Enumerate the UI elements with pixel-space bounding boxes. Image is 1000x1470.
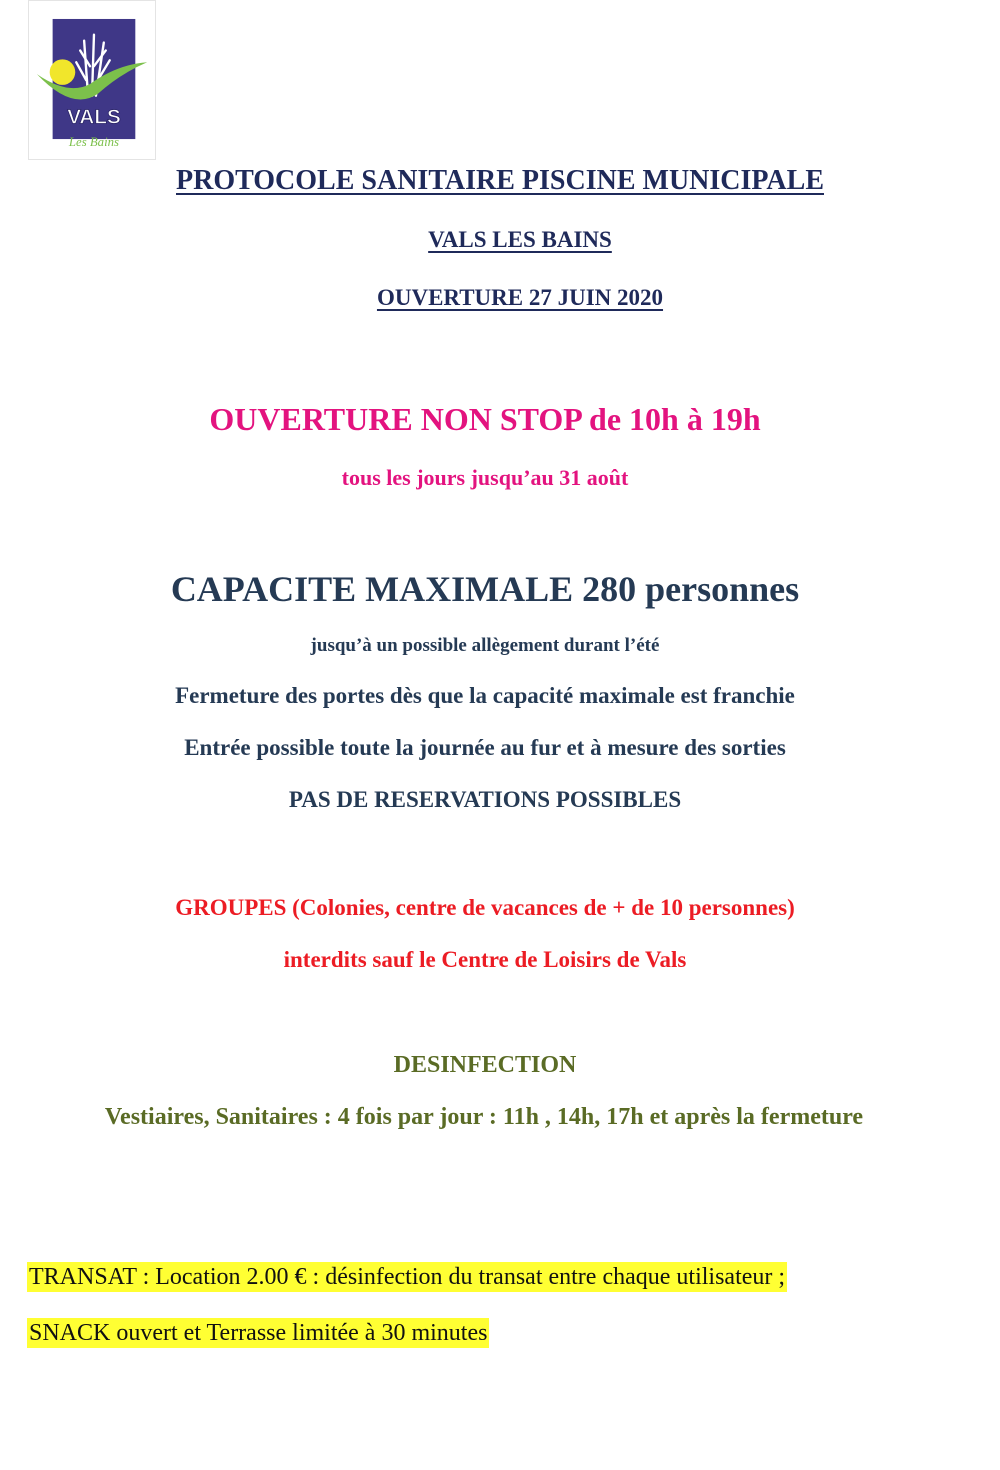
opening-period: tous les jours jusqu’au 31 août: [341, 465, 629, 490]
no-reservation-notice: PAS DE RESERVATIONS POSSIBLES: [288, 787, 682, 812]
capacity-heading: CAPACITE MAXIMALE 280 personnes: [170, 569, 800, 609]
page-title: PROTOCOLE SANITAIRE PISCINE MUNICIPALE: [176, 165, 824, 196]
capacity-note: jusqu’à un possible allègement durant l’été: [310, 635, 660, 656]
groups-exception: interdits sauf le Centre de Loisirs de Vals: [283, 947, 687, 972]
transat-notice: TRANSAT : Location 2.00 € : désinfection du transat entre chaque utilisateur ;: [29, 1264, 786, 1290]
disinfection-schedule: Vestiaires, Sanitaires : 4 fois par jour : 11h , 14h, 17h et après la fermeture: [104, 1104, 864, 1130]
groups-rule: GROUPES (Colonies, centre de vacances de + de 10 personnes): [175, 895, 795, 920]
logo-graphic: [29, 1, 155, 159]
logo-main-text: VALS: [67, 105, 121, 129]
opening-hours: OUVERTURE NON STOP de 10h à 19h: [209, 401, 761, 437]
opening-date: OUVERTURE 27 JUIN 2020: [376, 285, 664, 310]
snack-notice: SNACK ouvert et Terrasse limitée à 30 minutes: [29, 1320, 488, 1346]
entry-rule: Entrée possible toute la journée au fur et à mesure des sorties: [184, 735, 786, 760]
disinfection-heading: DESINFECTION: [393, 1052, 577, 1078]
vals-les-bains-logo: [28, 0, 156, 160]
logo-sub-text: Les Bains: [68, 134, 120, 149]
sun-icon: [50, 59, 76, 85]
door-closing-rule: Fermeture des portes dès que la capacité maximale est franchie: [175, 683, 795, 708]
town-name: VALS LES BAINS: [428, 227, 612, 252]
